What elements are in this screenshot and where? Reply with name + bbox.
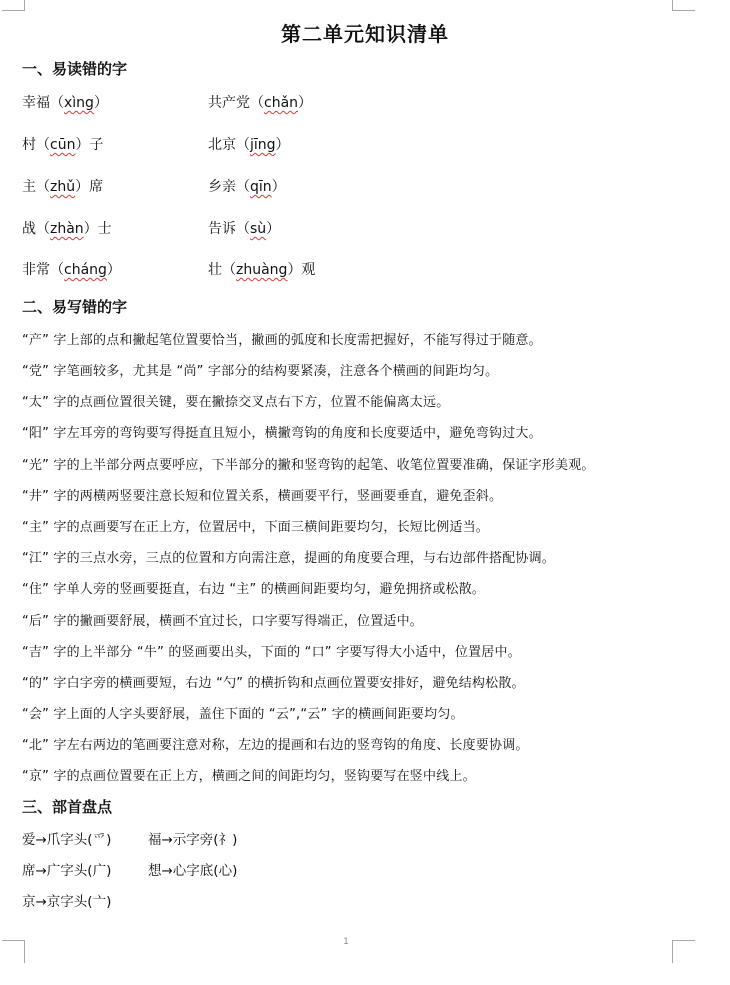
writing-rule: “主” 字的点画要写在正上方，位置居中，下面三横间距要均匀，长短比例适当。 [22,520,490,535]
writing-rule: “会” 字上面的人字头要舒展，盖住下面的 “云”,“云” 字的横画间距要均匀。 [22,707,464,722]
writing-rule: “住” 字单人旁的竖画要挺直，右边 “主” 的横画间距要均匀，避免拥挤或松散。 [22,582,486,597]
page-title: 第二单元知识清单 [281,22,449,46]
radical-item: 福→示字旁(礻) [148,832,238,848]
pinyin: zhuàng [236,262,288,278]
reading-item: 战（zhàn）士 [22,221,112,237]
writing-rule: “北” 字左右两边的笔画要注意对称，左边的提画和右边的竖弯钩的角度、长度要协调。 [22,738,529,753]
radical-item: 席→广字头(广) [22,863,112,879]
pinyin: jīng [250,137,276,153]
writing-rule: “的” 字白字旁的横画要短，右边 “勺” 的横折钩和点画位置要安排好，避免结构松散。 [22,676,525,691]
pinyin: qīn [250,179,272,195]
reading-item: 共产党（chǎn） [208,95,313,111]
reading-item: 北京（jīng） [208,137,290,153]
pinyin: chǎn [264,95,299,111]
corner-mark-top-right [672,0,695,11]
writing-rule: “光” 字的上半部分两点要呼应，下半部分的撇和竖弯钩的起笔、收笔位置要准确，保证字形美观。 [22,458,595,473]
writing-rule: “党” 字笔画较多，尤其是 “尚” 字部分的结构要紧凑，注意各个横画的间距均匀。 [22,364,499,379]
reading-item: 壮（zhuàng）观 [208,262,316,278]
radical-item: 京→京字头(亠) [22,894,112,910]
section-heading-misread: 一、易读错的字 [22,60,128,78]
reading-item: 村（cūn）子 [22,137,104,153]
pinyin: cūn [50,137,76,153]
pinyin: zhǔ [50,179,76,195]
reading-item: 乡亲（qīn） [208,179,286,195]
reading-item: 主（zhǔ）席 [22,179,104,195]
writing-rule: “太” 字的点画位置很关键，要在撇捺交叉点右下方，位置不能偏离太远。 [22,395,450,410]
writing-rule: “产” 字上部的点和撇起笔位置要恰当，撇画的弧度和长度需把握好，不能写得过于随意。 [22,333,542,348]
section-heading-miswritten: 二、易写错的字 [22,298,128,316]
writing-rule: “后” 字的撇画要舒展，横画不宜过长，口字要写得端正，位置适中。 [22,614,424,629]
reading-item: 告诉（sù） [208,221,281,237]
reading-item: 非常（cháng） [22,262,121,278]
pinyin: cháng [64,262,107,278]
pinyin: xìng [64,95,94,111]
reading-item: 幸福（xìng） [22,95,108,111]
writing-rule: “江” 字的三点水旁，三点的位置和方向需注意，提画的角度要合理，与右边部件搭配协调。 [22,551,556,566]
section-heading-radicals: 三、部首盘点 [22,798,113,816]
radical-item: 爱→爪字头(爫) [22,832,112,848]
writing-rule: “京” 字的点画位置要在正上方，横画之间的间距均匀，竖钩要写在竖中线上。 [22,769,476,784]
pinyin: zhàn [50,221,84,237]
pinyin: sù [250,221,267,237]
corner-mark-top-left [2,0,25,11]
writing-rule: “井” 字的两横两竖要注意长短和位置关系，横画要平行，竖画要垂直，避免歪斜。 [22,489,503,504]
page-number: 1 [343,937,349,947]
writing-rule: “吉” 字的上半部分 “牛” 的竖画要出头，下面的 “口” 字要写得大小适中，位置居中。 [22,645,521,660]
writing-rule: “阳” 字左耳旁的弯钩要写得挺直且短小，横撇弯钩的角度和长度要适中，避免弯钩过大。 [22,426,542,441]
radical-item: 想→心字底(心) [148,863,238,879]
